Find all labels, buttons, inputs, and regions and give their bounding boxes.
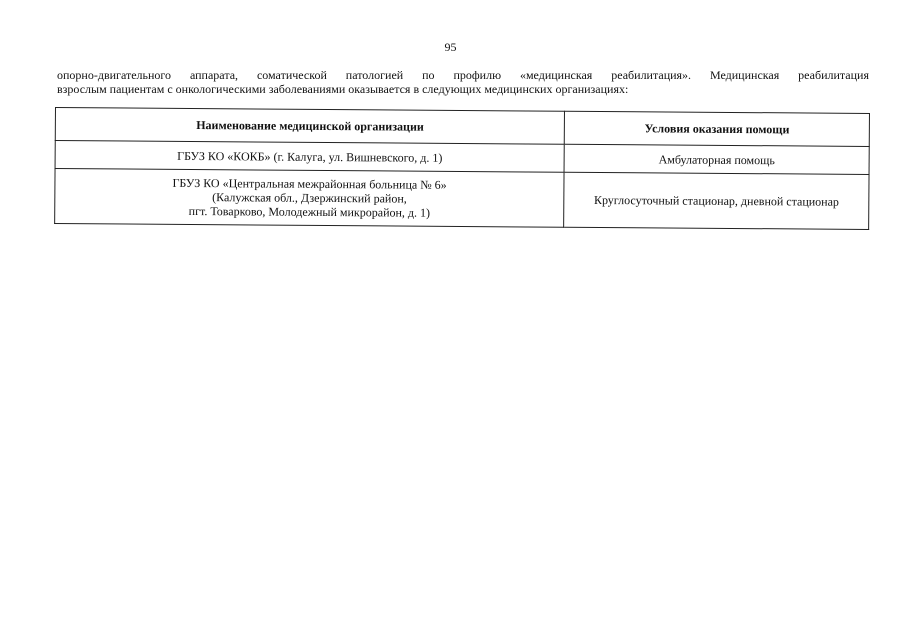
conditions-cell: Амбулаторная помощь xyxy=(564,144,869,174)
header-conditions: Условия оказания помощи xyxy=(565,111,870,146)
organization-name-line: ГБУЗ КО «Центральная межрайонная больница № 6» xyxy=(172,175,447,192)
organization-address-line: пгт. Товарково, Молодежный микрорайон, д. 1) xyxy=(188,203,431,220)
intro-paragraph xyxy=(57,68,869,96)
conditions-cell: Круглосуточный стационар, дневной стационар xyxy=(564,172,869,229)
organization-cell xyxy=(55,141,564,173)
organization-address-line: (Калужская обл., Дзержинский район, xyxy=(212,190,407,206)
page-number: 95 xyxy=(444,40,457,54)
table-row xyxy=(55,169,869,230)
intro-line-2: взрослым пациентам с онкологическими заболеваниями оказывается в следующих медицинских организациях: xyxy=(57,82,629,96)
header-organization: Наименование медицинской организации xyxy=(55,108,565,145)
organization-cell xyxy=(55,169,565,228)
intro-line-1: опорно-двигательного аппарата, соматической патологией по профилю «медицинская реабилитация». Медицинская реабилитация xyxy=(57,68,869,82)
organizations-table xyxy=(54,107,870,230)
organization-name-line: ГБУЗ КО «КОКБ» (г. Калуга, ул. Вишневского, д. 1) xyxy=(177,148,443,165)
